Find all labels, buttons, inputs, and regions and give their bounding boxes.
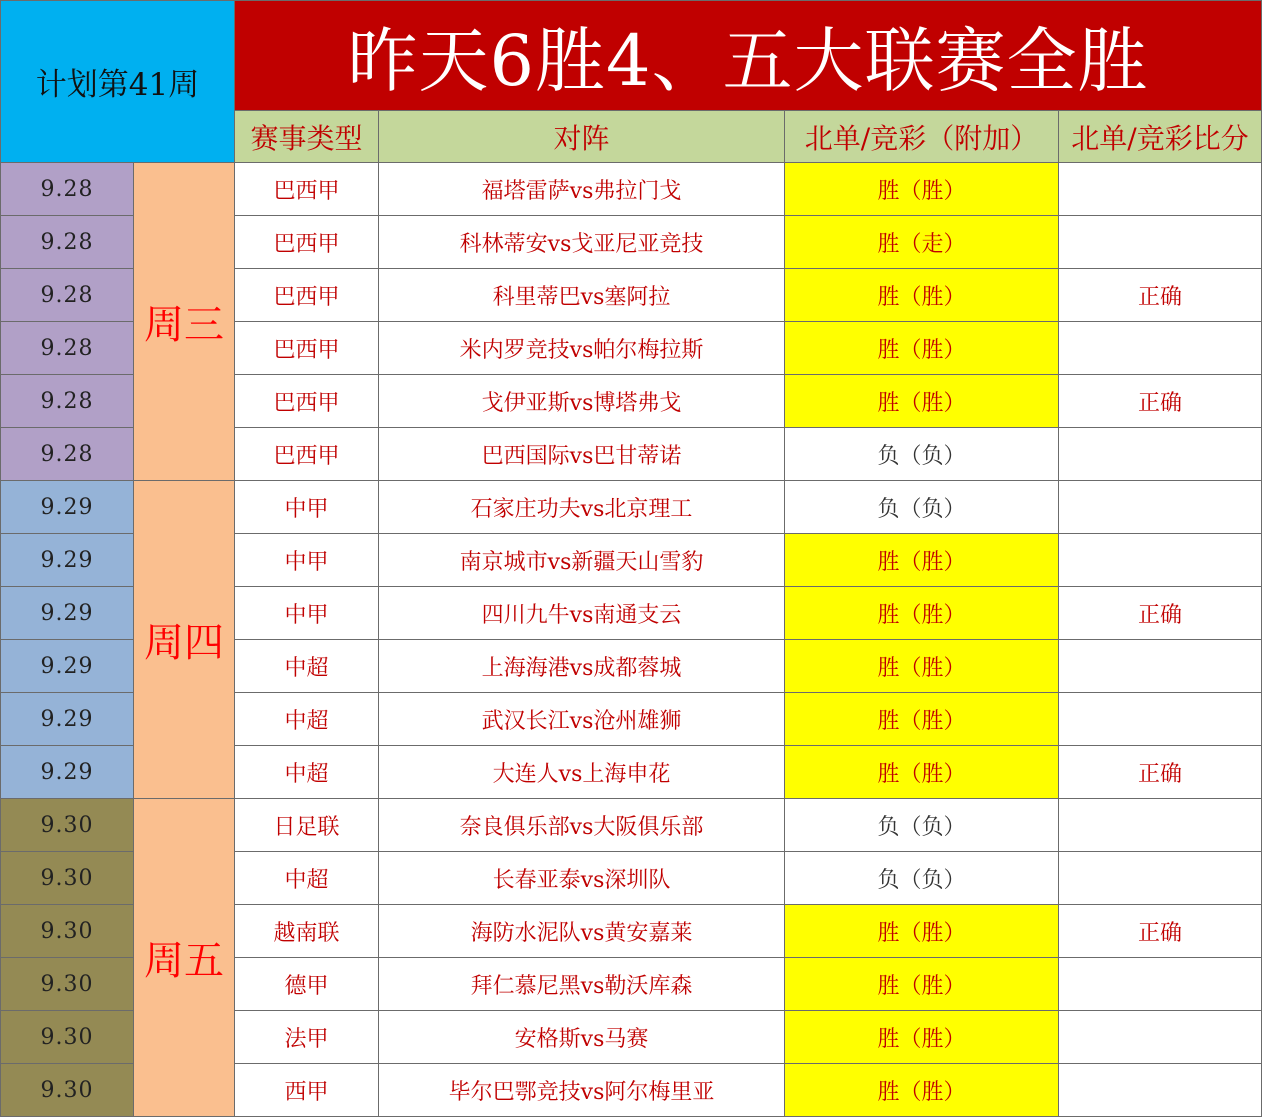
date-cell: 9.30 [1, 799, 134, 852]
table-row [1, 799, 1262, 852]
score-cell [1059, 322, 1262, 375]
date-cell: 9.30 [1, 1011, 134, 1064]
date-cell: 9.30 [1, 905, 134, 958]
league-cell: 中超 [235, 746, 379, 799]
table-row [1, 481, 1262, 534]
result-cell: 负（负） [785, 799, 1059, 852]
result-cell: 胜（胜） [785, 640, 1059, 693]
score-cell [1059, 693, 1262, 746]
match-cell: 科里蒂巴vs塞阿拉 [379, 269, 785, 322]
date-cell: 9.28 [1, 163, 134, 216]
date-cell: 9.30 [1, 958, 134, 1011]
result-cell: 胜（胜） [785, 905, 1059, 958]
result-cell: 胜（胜） [785, 1011, 1059, 1064]
league-cell: 巴西甲 [235, 322, 379, 375]
result-cell: 胜（胜） [785, 322, 1059, 375]
league-cell: 法甲 [235, 1011, 379, 1064]
score-cell [1059, 799, 1262, 852]
match-cell: 巴西国际vs巴甘蒂诺 [379, 428, 785, 481]
date-cell: 9.29 [1, 746, 134, 799]
date-cell: 9.28 [1, 428, 134, 481]
league-cell: 巴西甲 [235, 216, 379, 269]
score-cell: 正确 [1059, 269, 1262, 322]
result-cell: 负（负） [785, 852, 1059, 905]
score-cell [1059, 163, 1262, 216]
date-cell: 9.28 [1, 322, 134, 375]
match-cell: 上海海港vs成都蓉城 [379, 640, 785, 693]
result-cell: 胜（胜） [785, 587, 1059, 640]
result-cell: 胜（胜） [785, 375, 1059, 428]
date-cell: 9.29 [1, 587, 134, 640]
title-row [1, 1, 1262, 111]
table-row [1, 163, 1262, 216]
result-cell: 胜（胜） [785, 693, 1059, 746]
result-cell: 胜（胜） [785, 534, 1059, 587]
league-cell: 日足联 [235, 799, 379, 852]
match-cell: 武汉长江vs沧州雄狮 [379, 693, 785, 746]
score-cell [1059, 216, 1262, 269]
column-header-score: 北单/竞彩比分 [1059, 111, 1262, 163]
match-cell: 戈伊亚斯vs博塔弗戈 [379, 375, 785, 428]
match-cell: 安格斯vs马赛 [379, 1011, 785, 1064]
score-cell: 正确 [1059, 746, 1262, 799]
date-cell: 9.29 [1, 534, 134, 587]
weekday-label: 周四 [134, 481, 235, 799]
league-cell: 越南联 [235, 905, 379, 958]
league-cell: 巴西甲 [235, 269, 379, 322]
match-cell: 四川九牛vs南通支云 [379, 587, 785, 640]
score-cell [1059, 1064, 1262, 1117]
date-cell: 9.29 [1, 640, 134, 693]
score-cell: 正确 [1059, 375, 1262, 428]
date-cell: 9.30 [1, 1064, 134, 1117]
match-cell: 奈良俱乐部vs大阪俱乐部 [379, 799, 785, 852]
match-cell: 科林蒂安vs戈亚尼亚竞技 [379, 216, 785, 269]
score-cell: 正确 [1059, 905, 1262, 958]
result-cell: 胜（胜） [785, 1064, 1059, 1117]
score-cell [1059, 852, 1262, 905]
score-cell [1059, 481, 1262, 534]
league-cell: 中甲 [235, 534, 379, 587]
date-cell: 9.28 [1, 269, 134, 322]
date-cell: 9.28 [1, 216, 134, 269]
match-cell: 米内罗竞技vs帕尔梅拉斯 [379, 322, 785, 375]
league-cell: 中甲 [235, 481, 379, 534]
score-cell [1059, 534, 1262, 587]
league-cell: 巴西甲 [235, 163, 379, 216]
league-cell: 巴西甲 [235, 428, 379, 481]
league-cell: 中超 [235, 640, 379, 693]
match-cell: 海防水泥队vs黄安嘉莱 [379, 905, 785, 958]
match-cell: 拜仁慕尼黑vs勒沃库森 [379, 958, 785, 1011]
banner-title: 昨天6胜4、五大联赛全胜 [235, 1, 1262, 111]
result-cell: 胜（胜） [785, 746, 1059, 799]
match-cell: 福塔雷萨vs弗拉门戈 [379, 163, 785, 216]
match-cell: 石家庄功夫vs北京理工 [379, 481, 785, 534]
score-cell [1059, 958, 1262, 1011]
score-cell [1059, 1011, 1262, 1064]
score-cell [1059, 428, 1262, 481]
league-cell: 中超 [235, 852, 379, 905]
match-cell: 大连人vs上海申花 [379, 746, 785, 799]
date-cell: 9.30 [1, 852, 134, 905]
match-cell: 毕尔巴鄂竞技vs阿尔梅里亚 [379, 1064, 785, 1117]
result-cell: 胜（胜） [785, 163, 1059, 216]
result-cell: 负（负） [785, 481, 1059, 534]
date-cell: 9.29 [1, 481, 134, 534]
league-cell: 西甲 [235, 1064, 379, 1117]
result-cell: 胜（走） [785, 216, 1059, 269]
score-cell: 正确 [1059, 587, 1262, 640]
plan-week-label: 计划第41周 [1, 1, 235, 163]
result-cell: 胜（胜） [785, 958, 1059, 1011]
weekday-label: 周五 [134, 799, 235, 1117]
column-header-league: 赛事类型 [235, 111, 379, 163]
column-header-result: 北单/竞彩（附加） [785, 111, 1059, 163]
league-cell: 中甲 [235, 587, 379, 640]
date-cell: 9.28 [1, 375, 134, 428]
date-cell: 9.29 [1, 693, 134, 746]
column-header-match: 对阵 [379, 111, 785, 163]
weekday-label: 周三 [134, 163, 235, 481]
league-cell: 巴西甲 [235, 375, 379, 428]
result-cell: 负（负） [785, 428, 1059, 481]
league-cell: 中超 [235, 693, 379, 746]
score-cell [1059, 640, 1262, 693]
league-cell: 德甲 [235, 958, 379, 1011]
match-cell: 长春亚泰vs深圳队 [379, 852, 785, 905]
result-cell: 胜（胜） [785, 269, 1059, 322]
match-cell: 南京城市vs新疆天山雪豹 [379, 534, 785, 587]
